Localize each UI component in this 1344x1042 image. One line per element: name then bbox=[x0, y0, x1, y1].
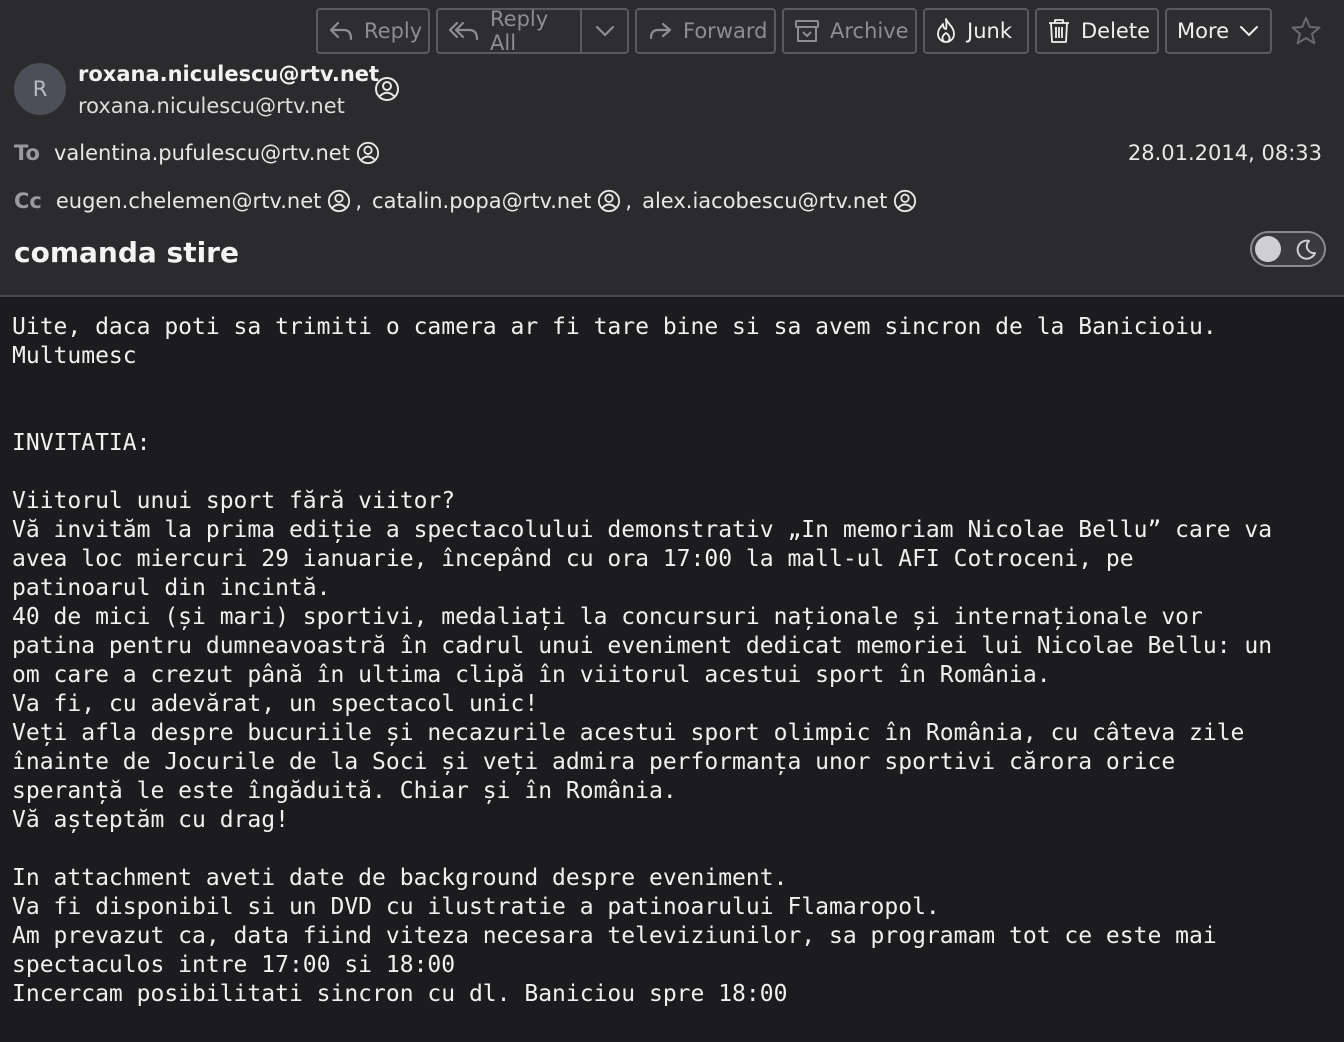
reply-label: Reply bbox=[364, 19, 423, 43]
body-line: om care a crezut până în ultima clipă în viitorul acestui sport în România. bbox=[12, 662, 1051, 688]
more-button[interactable] bbox=[1165, 8, 1272, 54]
sender-address[interactable]: roxana.niculescu@rtv.net bbox=[78, 94, 345, 118]
cc-row bbox=[14, 189, 921, 213]
reply-all-label: Reply All bbox=[490, 7, 549, 55]
trash-icon bbox=[1047, 17, 1071, 45]
message-subject: comanda stire bbox=[14, 236, 239, 269]
body-line: INVITATIA: bbox=[12, 430, 151, 456]
to-address[interactable]: valentina.pufulescu@rtv.net bbox=[53, 141, 350, 165]
body-line bbox=[12, 400, 1332, 429]
chevron-down-icon bbox=[1239, 25, 1259, 37]
delete-button[interactable] bbox=[1035, 8, 1159, 54]
archive-box-icon bbox=[794, 18, 820, 44]
to-label: To bbox=[14, 141, 40, 165]
cc-label: Cc bbox=[14, 189, 42, 213]
sender-name[interactable]: roxana.niculescu@rtv.net bbox=[78, 62, 380, 86]
cc-separator: , bbox=[625, 189, 633, 213]
chevron-down-icon bbox=[595, 25, 615, 37]
reply-button[interactable] bbox=[316, 8, 430, 54]
reply-all-arrow-icon bbox=[448, 20, 480, 42]
body-line: patina pentru dumneavoastră în cadrul unui eveniment dedicat memoriei lui Nicolae Bellu: un bbox=[12, 633, 1273, 659]
star-icon[interactable] bbox=[1291, 16, 1321, 46]
message-date: 28.01.2014, 08:33 bbox=[1127, 141, 1322, 165]
body-line: Veți afla despre bucuriile și necazurile acestui sport olimpic în România, cu câteva zile bbox=[12, 720, 1245, 746]
forward-arrow-icon bbox=[647, 20, 673, 42]
contact-person-icon[interactable] bbox=[356, 141, 380, 165]
contact-person-icon[interactable] bbox=[374, 76, 400, 102]
body-line bbox=[12, 371, 1332, 400]
sender-avatar: R bbox=[14, 63, 66, 115]
flame-icon bbox=[935, 17, 957, 45]
message-body bbox=[12, 313, 1332, 1009]
body-line bbox=[12, 835, 1332, 864]
reply-all-button[interactable] bbox=[436, 8, 582, 54]
junk-label: Junk bbox=[967, 19, 1012, 43]
body-line: avea loc miercuri 29 ianuarie, începând cu ora 17:00 la mall-ul AFI Cotroceni, pe bbox=[12, 546, 1134, 572]
delete-label: Delete bbox=[1081, 19, 1150, 43]
archive-label: Archive bbox=[830, 19, 909, 43]
archive-button[interactable] bbox=[782, 8, 917, 54]
cc-address[interactable]: eugen.chelemen@rtv.net bbox=[55, 189, 322, 213]
body-line: Vă invităm la prima ediție a spectacolului demonstrativ „In memoriam Nicolae Bellu” care va bbox=[12, 517, 1273, 543]
contact-person-icon[interactable] bbox=[327, 189, 351, 213]
to-row bbox=[14, 141, 384, 165]
reply-arrow-icon bbox=[328, 20, 354, 42]
forward-label: Forward bbox=[683, 19, 768, 43]
body-line: Va fi, cu adevărat, un spectacol unic! bbox=[12, 691, 539, 717]
cc-address[interactable]: catalin.popa@rtv.net bbox=[372, 189, 592, 213]
cc-address[interactable]: alex.iacobescu@rtv.net bbox=[642, 189, 888, 213]
body-line: Multumesc bbox=[12, 343, 137, 369]
body-line: speranță le este îngăduită. Chiar și în România. bbox=[12, 778, 677, 804]
body-line: Va fi disponibil si un DVD cu ilustratie a patinoarului Flamaropol. bbox=[12, 894, 940, 920]
body-line: Incercam posibilitati sincron cu dl. Baniciou spre 18:00 bbox=[12, 981, 788, 1007]
cc-separator: , bbox=[355, 189, 363, 213]
body-line: Viitorul unui sport fără viitor? bbox=[12, 488, 456, 514]
contact-person-icon[interactable] bbox=[597, 189, 621, 213]
body-line: In attachment aveti date de background despre eveniment. bbox=[12, 865, 788, 891]
message-header bbox=[0, 0, 1344, 297]
more-label: More bbox=[1177, 19, 1230, 43]
forward-button[interactable] bbox=[635, 8, 776, 54]
body-line: Uite, daca poti sa trimiti o camera ar fi tare bine si sa avem sincron de la Banicioiu. bbox=[12, 314, 1217, 340]
junk-button[interactable] bbox=[923, 8, 1029, 54]
dark-mode-toggle[interactable] bbox=[1250, 231, 1326, 267]
toggle-knob bbox=[1255, 236, 1281, 262]
body-line: înainte de Jocurile de la Soci și veți admira performanța unor sportivi cărora orice bbox=[12, 749, 1176, 775]
body-line bbox=[12, 458, 1332, 487]
body-line: Vă așteptăm cu drag! bbox=[12, 807, 289, 833]
moon-icon bbox=[1294, 238, 1318, 262]
body-line: patinoarul din incintă. bbox=[12, 575, 331, 601]
body-line: 40 de mici (și mari) sportivi, medaliați la concursuri naționale și internaționale vor bbox=[12, 604, 1203, 630]
reply-all-dropdown-button[interactable] bbox=[580, 8, 629, 54]
body-line: spectaculos intre 17:00 si 18:00 bbox=[12, 952, 456, 978]
contact-person-icon[interactable] bbox=[893, 189, 917, 213]
body-line: Am prevazut ca, data fiind viteza necesara televiziunilor, sa programam tot ce este mai bbox=[12, 923, 1217, 949]
